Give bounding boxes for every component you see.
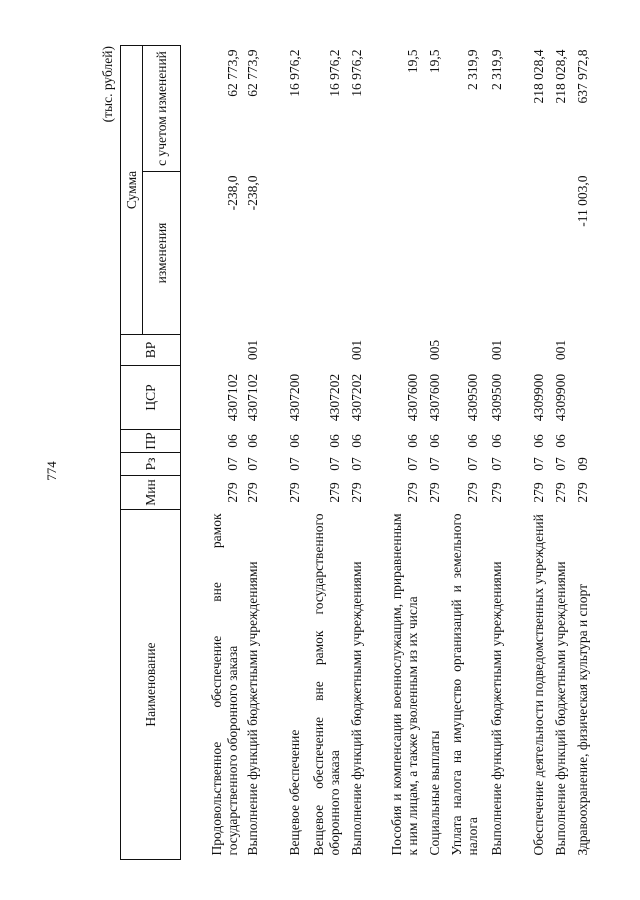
row-change: [481, 172, 505, 335]
table-row: [443, 46, 481, 860]
row-change: [261, 172, 303, 335]
row-pr: 06: [404, 434, 420, 448]
row-min: 279: [552, 482, 568, 503]
row-pr: 06: [488, 434, 504, 448]
row-vr: 001: [488, 339, 504, 361]
table-row: [547, 46, 569, 860]
row-min: 279: [488, 482, 504, 503]
row-csr: 4307202: [348, 373, 364, 422]
row-pr: 06: [426, 434, 442, 448]
row-name: Продовольственное обеспечение вне рамок государственного оборонного заказа: [208, 513, 240, 856]
row-vr: 005: [426, 339, 442, 361]
row-rz: 07: [488, 457, 504, 471]
row-name: Здравоохранение, физическая культура и спорт: [574, 584, 590, 856]
row-change: -238,0: [224, 175, 240, 211]
header-min: Мин: [121, 476, 181, 510]
row-name: Пособия и компенсации военнослужащим, приравненным к ним лицам, а также уволенным из их числа: [388, 513, 420, 856]
header-rz: Рз: [121, 453, 181, 476]
header-with-change: с учетом изменений: [143, 46, 181, 172]
table-row: [181, 46, 241, 860]
row-rz: 07: [286, 457, 302, 471]
row-vr: [365, 335, 421, 366]
row-vr: [505, 335, 547, 366]
header-sum: Сумма: [121, 46, 143, 335]
row-vr: 001: [552, 339, 568, 361]
row-change: [443, 172, 481, 335]
row-rz: 07: [244, 457, 260, 471]
table-row: [343, 46, 365, 860]
row-total: 16 976,2: [326, 49, 342, 97]
row-csr: [569, 366, 591, 430]
row-pr: 06: [530, 434, 546, 448]
row-name: Выполнение функций бюджетными учреждениями: [348, 561, 364, 856]
row-total: 16 976,2: [286, 49, 302, 97]
table-row: [365, 46, 421, 860]
row-vr: [261, 335, 303, 366]
row-name: Вещевое обеспечение: [286, 729, 302, 856]
row-rz: 07: [530, 457, 546, 471]
header-pr: ПР: [121, 430, 181, 453]
row-total: 62 773,9: [244, 49, 260, 97]
row-pr: [569, 430, 591, 453]
table-row: [303, 46, 343, 860]
row-pr: 06: [348, 434, 364, 448]
row-csr: 4307200: [286, 373, 302, 422]
row-rz: 09: [574, 457, 590, 471]
row-change: [505, 172, 547, 335]
row-min: 279: [244, 482, 260, 503]
row-total: 2 319,9: [464, 49, 480, 90]
row-total: 62 773,9: [224, 49, 240, 97]
page-number: 774: [44, 461, 59, 481]
row-csr: 4309500: [464, 373, 480, 422]
row-name: Выполнение функций бюджетными учреждениями: [244, 561, 260, 856]
row-total: 218 028,4: [530, 49, 546, 104]
table-row: [261, 46, 303, 860]
row-vr: 001: [348, 339, 364, 361]
table-row: [505, 46, 547, 860]
row-rz: 07: [348, 457, 364, 471]
row-vr: 001: [244, 339, 260, 361]
row-pr: 06: [326, 434, 342, 448]
row-vr: [569, 335, 591, 366]
table-row: [569, 46, 591, 860]
row-min: 279: [404, 482, 420, 503]
table-row: [241, 46, 261, 860]
table-row: [421, 46, 443, 860]
row-rz: 07: [326, 457, 342, 471]
row-total: 16 976,2: [348, 49, 364, 97]
row-csr: 4307202: [326, 373, 342, 422]
header-name: Наименование: [121, 510, 181, 860]
row-min: 279: [426, 482, 442, 503]
row-csr: 4309500: [488, 373, 504, 422]
row-csr: 4307600: [404, 373, 420, 422]
row-csr: 4309900: [552, 373, 568, 422]
row-change: -238,0: [244, 175, 260, 211]
row-pr: 06: [552, 434, 568, 448]
row-change: [343, 172, 365, 335]
row-name: Социальные выплаты: [426, 730, 442, 856]
row-min: 279: [286, 482, 302, 503]
table-row: [481, 46, 505, 860]
row-total: 2 319,9: [488, 49, 504, 90]
row-change: -11 003,0: [574, 175, 590, 227]
row-total: 637 972,8: [574, 49, 590, 104]
row-min: 279: [348, 482, 364, 503]
row-name: Вещевое обеспечение вне рамок государственного оборонного заказа: [310, 513, 342, 856]
row-total: 19,5: [404, 49, 420, 74]
row-min: 279: [574, 482, 590, 503]
row-total: 218 028,4: [552, 49, 568, 104]
row-name: Уплата налога на имущество организаций и земельного налога: [448, 513, 480, 856]
row-vr: [181, 335, 241, 366]
row-name: Выполнение функций бюджетными учреждениями: [552, 561, 568, 856]
row-pr: 06: [224, 434, 240, 448]
row-csr: 4307102: [244, 373, 260, 422]
header-change: изменения: [143, 172, 181, 335]
header-csr: ЦСР: [121, 366, 181, 430]
row-change: [365, 172, 421, 335]
row-rz: 07: [224, 457, 240, 471]
row-pr: 06: [286, 434, 302, 448]
header-vr: ВР: [121, 335, 181, 366]
row-change: [547, 172, 569, 335]
row-min: 279: [464, 482, 480, 503]
units-note: (тыс. рублей): [100, 46, 115, 123]
row-total: 19,5: [426, 49, 442, 74]
row-rz: 07: [404, 457, 420, 471]
row-rz: 07: [552, 457, 568, 471]
budget-table: [120, 45, 591, 860]
row-min: 279: [530, 482, 546, 503]
row-pr: 06: [244, 434, 260, 448]
row-rz: 07: [464, 457, 480, 471]
row-csr: 4307102: [224, 373, 240, 422]
row-vr: [303, 335, 343, 366]
row-name: Выполнение функций бюджетными учреждениями: [488, 561, 504, 856]
row-csr: 4307600: [426, 373, 442, 422]
row-vr: [443, 335, 481, 366]
row-name: Обеспечение деятельности подведомственных учреждений: [530, 514, 546, 856]
row-min: 279: [326, 482, 342, 503]
row-pr: 06: [464, 434, 480, 448]
row-min: 279: [224, 482, 240, 503]
row-csr: 4309900: [530, 373, 546, 422]
row-change: [421, 172, 443, 335]
row-rz: 07: [426, 457, 442, 471]
rotated-page: [100, 40, 600, 860]
row-change: [303, 172, 343, 335]
